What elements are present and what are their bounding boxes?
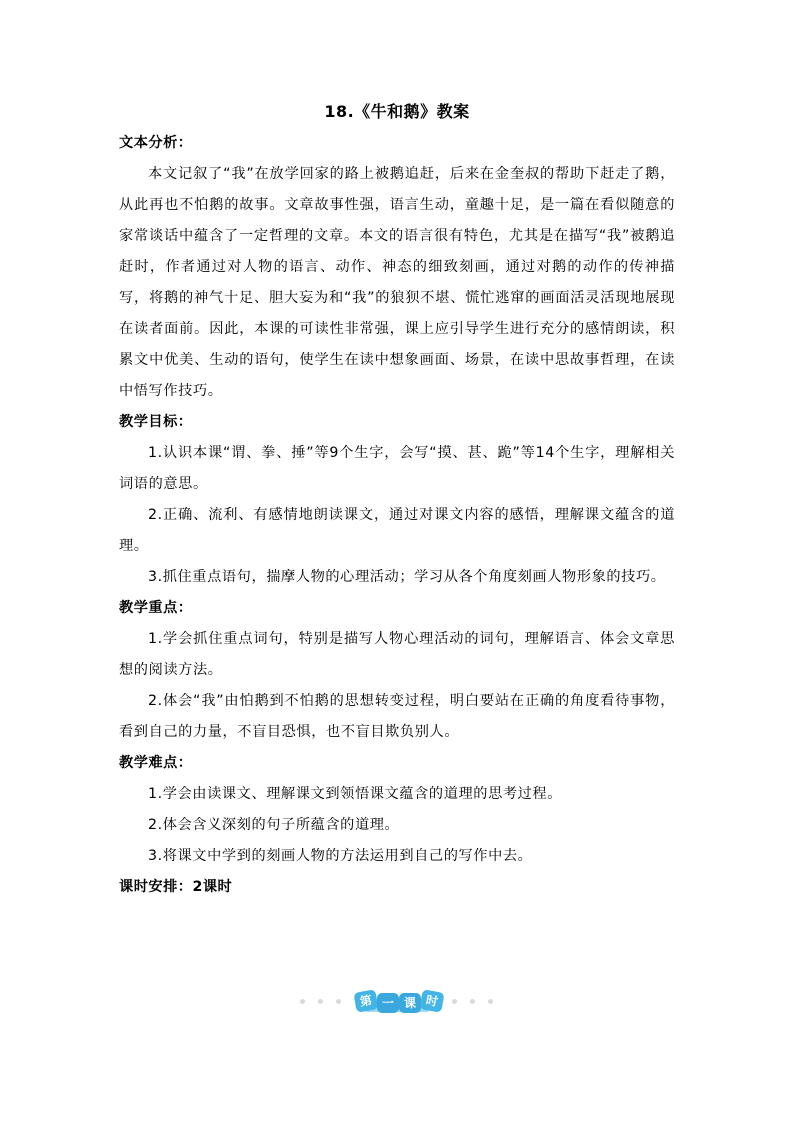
badge-char: 一 bbox=[377, 993, 399, 1013]
keypoint-item: 2.体会“我”由怕鹅到不怕鹅的思想转变过程，明白要站在正确的角度看待事物，看到自己的力量，不盲目恐惧，也不盲目欺负别人。 bbox=[119, 693, 675, 740]
dot-icon bbox=[318, 999, 323, 1004]
schedule-line bbox=[119, 872, 675, 903]
badge-char: 课 bbox=[399, 993, 421, 1013]
document-body bbox=[119, 128, 675, 903]
goal-item: 1.认识本课“谓、拳、捶”等9个生字，会写“摸、甚、跪”等14个生字，理解相关词语的意思。 bbox=[119, 445, 675, 492]
schedule-label: 课时安排： bbox=[119, 879, 193, 895]
section-heading-analysis: 文本分析： bbox=[119, 135, 193, 151]
dot-icon bbox=[452, 999, 457, 1004]
goal-item: 3.抓住重点语句，揣摩人物的心理活动；学习从各个角度刻画人物形象的技巧。 bbox=[148, 569, 666, 585]
difficulty-item: 1.学会由读课文、理解课文到领悟课文蕴含的道理的思考过程。 bbox=[148, 786, 563, 802]
difficulty-item: 3.将课文中学到的刻画人物的方法运用到自己的写作中去。 bbox=[148, 848, 533, 864]
keypoint-item: 1.学会抓住重点词句，特别是描写人物心理活动的词句，理解语言、体会文章思想的阅读方法。 bbox=[119, 631, 675, 678]
difficulty-item: 2.体会含义深刻的句子所蕴含的道理。 bbox=[148, 817, 400, 833]
lesson-badge bbox=[355, 988, 439, 1014]
dot-icon bbox=[300, 999, 305, 1004]
document-title: 18.《牛和鹅》教案 bbox=[324, 102, 470, 121]
badge-char: 第 bbox=[353, 989, 378, 1013]
dot-icon bbox=[336, 999, 341, 1004]
section-heading-difficulties: 教学难点： bbox=[119, 755, 193, 771]
section-heading-goals: 教学目标： bbox=[119, 414, 193, 430]
goal-item: 2.正确、流利、有感情地朗读课文，通过对课文内容的感悟，理解课文蕴含的道理。 bbox=[119, 507, 675, 554]
dot-icon bbox=[488, 999, 493, 1004]
badge-char: 时 bbox=[419, 989, 444, 1013]
section-heading-keypoints: 教学重点： bbox=[119, 600, 193, 616]
analysis-paragraph: 本文记叙了“我”在放学回家的路上被鹅追赶，后来在金奎叔的帮助下赶走了鹅，从此再也不怕鹅的故事。文章故事性强，语言生动，童趣十足，是一篇在看似随意的家常谈话中蕴含了一定哲理的文章。本文的语言很有特色，尤其是在描写“我”被鹅追赶时，作者通过对人物的语言、动作、神态的细致刻画，通过对鹅的动作的传神描写，将鹅的神气十足、胆大妄为和“我”的狼狈不堪、慌忙逃窜的画面活灵活现地展现在读者面前。因此，本课的可读性非常强，课上应引导学生进行充分的感情朗读，积累文中优美、生动的语句，使学生在读中想象画面、场景，在读中思故事哲理，在读中悟写作技巧。 bbox=[119, 166, 675, 399]
lesson-divider bbox=[0, 988, 794, 1014]
schedule-value: 2课时 bbox=[192, 879, 233, 895]
dot-icon bbox=[470, 999, 475, 1004]
